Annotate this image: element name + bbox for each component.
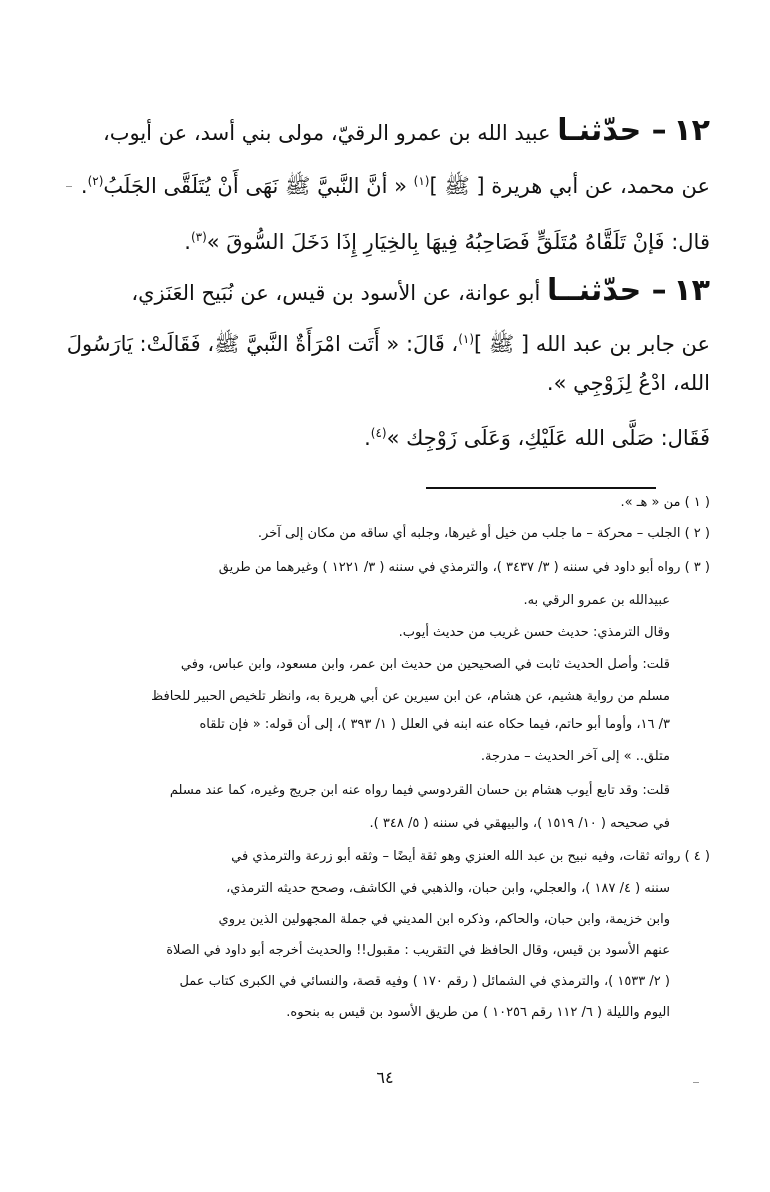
footnote-2: ( ٢ ) الجلب – محركة – ما جلب من خيل أو غيرها، وجلبه أي ساقه من مكان إلى آخر. — [257, 526, 710, 541]
isnad-text: عن محمد، عن أبي هريرة [ ﷺ ] — [429, 174, 710, 198]
scan-mark — [693, 1082, 699, 1083]
footnote-4-cont: سننه ( ٤/ ١٨٧ )، والعجلي، وابن حبان، والذهبي في الكاشف، وصحح حديثه الترمذي، — [226, 881, 670, 896]
hadith-number: ١٣ — [673, 273, 710, 308]
scan-mark — [66, 186, 72, 187]
punctuation: . — [364, 426, 371, 450]
footnote-3-cont: ٣/ ١٦، وأوما أبو حاتم، فيما حكاه عنه ابنه في العلل ( ١/ ٣٩٣ )، إلى أن قوله: « فإن تلقاه — [199, 717, 670, 732]
hadith-12-line-2 — [60, 166, 710, 201]
footnote-separator — [426, 487, 656, 489]
page-number: ٦٤ — [376, 1068, 394, 1087]
footnote-3: ( ٣ ) رواه أبو داود في سننه ( ٣/ ٣٤٣٧ )، والترمذي في سننه ( ٣/ ١٢٢١ ) وغيرهما من طريق — [218, 560, 710, 575]
hadith-12-line-1: ١٢ – حدّثنـا عبيد الله بن عمرو الرقيّ، مولى بني أسد، عن أيوب، — [102, 113, 710, 148]
footnote-4-cont: عنهم الأسود بن قيس، وقال الحافظ في التقريب : مقبول!! والحديث أخرجه أبو داود في الصلاة — [166, 943, 670, 958]
footnote-3-cont: في صحيحه ( ١٠/ ١٥١٩ )، والبيهقي في سننه ( ٥/ ٣٤٨ ). — [369, 816, 670, 831]
punctuation: . — [80, 174, 88, 198]
footnote-ref: (٤) — [370, 426, 387, 440]
hadith-13-line-2 — [60, 324, 710, 359]
footnote-1: ( ١ ) من « هـ ». — [620, 495, 710, 510]
matn-text: ، قَالَ: « أَتَت امْرَأَةٌ النَّبيَّ ﷺ، فَقَالَتْ: يَارَسُولَ — [66, 332, 459, 356]
footnote-3-cont: قلت: وقد تابع أيوب هشام بن حسان القردوسي فيما رواه عنه ابن جريج وغيره، كما عند مسلم — [169, 783, 670, 798]
isnad-text: عن جابر بن عبد الله [ ﷺ ] — [474, 332, 710, 356]
hadith-13-line-1: ١٣ – حدّثنــا أبو عوانة، عن الأسود بن قيس، عن نُبَيح العَنَزي، — [131, 273, 710, 308]
footnote-4-cont: ( ٢/ ١٥٣٣ )، والترمذي في الشمائل ( رقم ١٧٠ ) وفيه قصة، والنسائي في الكبرى كتاب عمل — [179, 974, 670, 989]
narration-keyword: حدّثنــا — [547, 273, 642, 308]
hadith-13-line-4 — [60, 418, 710, 453]
footnote-3-cont: متلق.. » إلى آخر الحديث – مدرجة. — [480, 749, 670, 764]
matn-text: فَقَال: صَلَّى الله عَلَيْكِ، وَعَلَى زَوْجِك » — [386, 426, 710, 450]
footnote-3-cont: عبيدالله بن عمرو الرقي به. — [523, 593, 670, 608]
footnote-ref: (٣) — [190, 230, 207, 244]
footnote-ref: (١) — [413, 174, 430, 188]
hadith-13-line-3 — [60, 368, 710, 398]
isnad-text: أبو عوانة، عن الأسود بن قيس، عن نُبَيح العَنَزي، — [131, 281, 541, 305]
footnote-ref: (١) — [458, 332, 475, 346]
footnote-3-cont: قلت: وأصل الحديث ثابت في الصحيحين من حديث ابن عمر، وابن مسعود، وابن عباس، وفي — [180, 657, 670, 672]
footnote-3-cont: وقال الترمذي: حديث حسن غريب من حديث أيوب. — [398, 625, 670, 640]
hadith-number: ١٢ — [673, 113, 710, 148]
matn-text: الله، ادْعُ لِزَوْجِي ». — [546, 371, 710, 395]
footnote-ref: (٢) — [87, 174, 104, 188]
matn-text: قال: فَإنْ تَلَقَّاهُ مُتَلَقٍّ فَصَاحِبُهُ فِيهَا بِالخِيَارِ إِذَا دَخَلَ السُّوقَ » — [206, 230, 710, 254]
hadith-12-line-3 — [60, 222, 710, 257]
punctuation: . — [184, 230, 191, 254]
footnote-4-cont: اليوم والليلة ( ٦/ ١١٢ رقم ١٠٢٥٦ ) من طريق الأسود بن قيس به بنحوه. — [286, 1005, 670, 1020]
isnad-text: عبيد الله بن عمرو الرقيّ، مولى بني أسد، عن أيوب، — [102, 121, 551, 145]
narration-keyword: حدّثنـا — [557, 113, 642, 148]
matn-text: « أنَّ النَّبيَّ ﷺ نَهَى أَنْ يُتَلَقَّى الجَلَبُ — [103, 174, 407, 198]
footnote-3-cont: مسلم من رواية هشيم، عن هشام، عن ابن سيرين عن أبي هريرة به، وانظر تلخيص الحبير للحافظ — [151, 689, 670, 704]
footnote-4-cont: وابن خزيمة، وابن حبان، والحاكم، وذكره ابن المديني في جملة المجهولين الذين يروي — [218, 912, 670, 927]
footnote-4: ( ٤ ) رواته ثقات، وفيه نبيح بن عبد الله العنزي وهو ثقة أيضًا – وثقه أبو زرعة والترمذي في — [231, 849, 710, 864]
